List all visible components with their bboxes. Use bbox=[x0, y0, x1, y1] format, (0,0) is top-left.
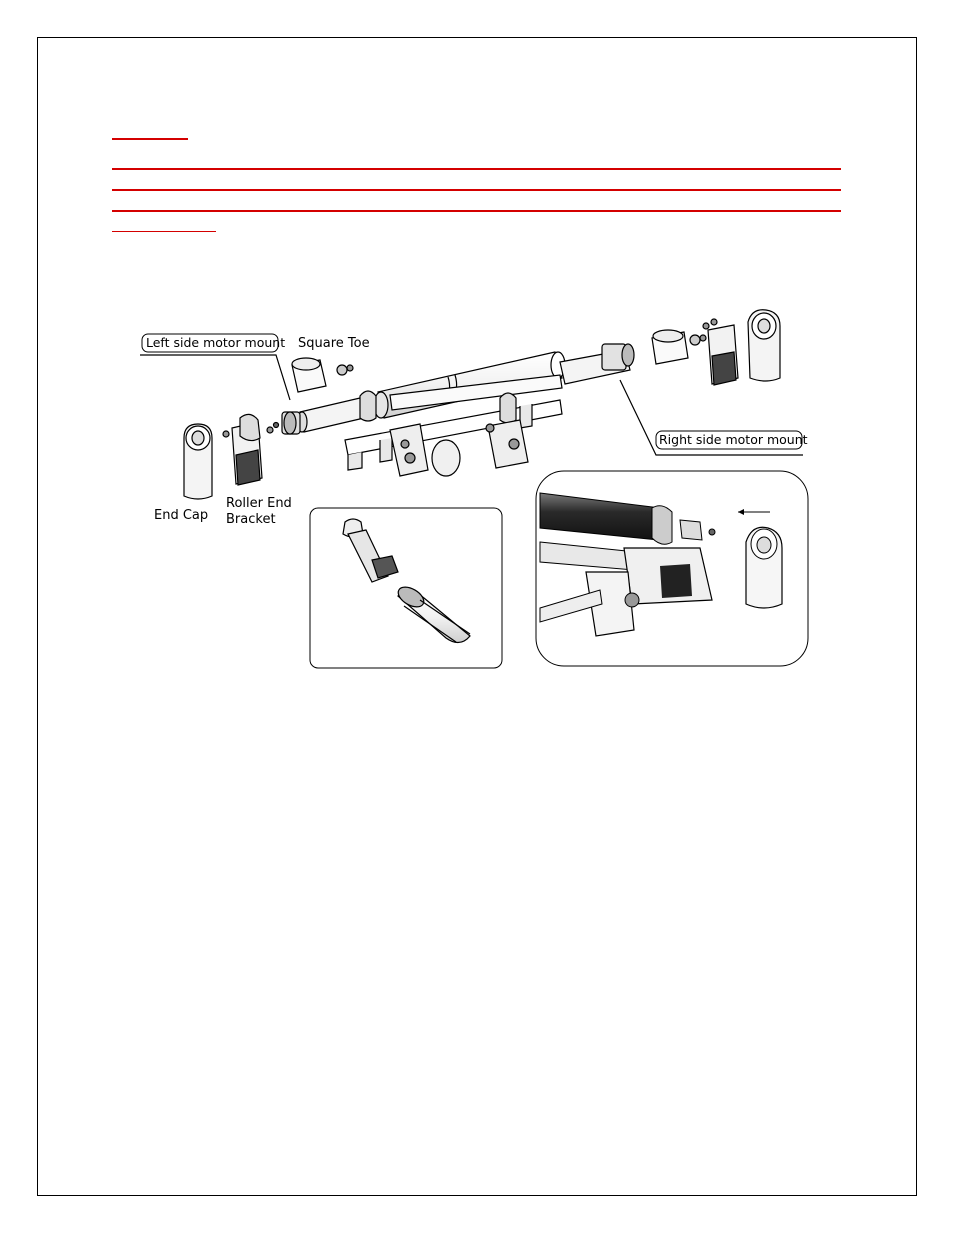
left-motor bbox=[282, 398, 364, 434]
left-roller-end-bracket bbox=[223, 414, 279, 485]
square-toe-label: Square Toe bbox=[298, 336, 370, 351]
left-end-cap bbox=[184, 424, 212, 499]
roller-end-bracket-label-1: Roller End bbox=[226, 496, 292, 511]
right-clamp bbox=[486, 393, 528, 468]
square-toe-part bbox=[292, 358, 353, 392]
right-motor bbox=[560, 330, 706, 384]
end-cap-label: End Cap bbox=[154, 508, 209, 523]
inset-end-cap-install bbox=[536, 471, 808, 666]
right-end-cap bbox=[748, 310, 780, 381]
roller-end-bracket-label-2: Bracket bbox=[226, 512, 276, 527]
right-motor-mount-callout bbox=[656, 431, 808, 449]
inset-motor-insertion bbox=[310, 508, 502, 668]
right-roller-end-bracket bbox=[703, 319, 738, 385]
left-motor-mount-label: Left side motor mount bbox=[146, 335, 286, 350]
left-motor-mount-callout bbox=[142, 334, 285, 352]
right-motor-mount-label: Right side motor mount bbox=[659, 432, 808, 447]
